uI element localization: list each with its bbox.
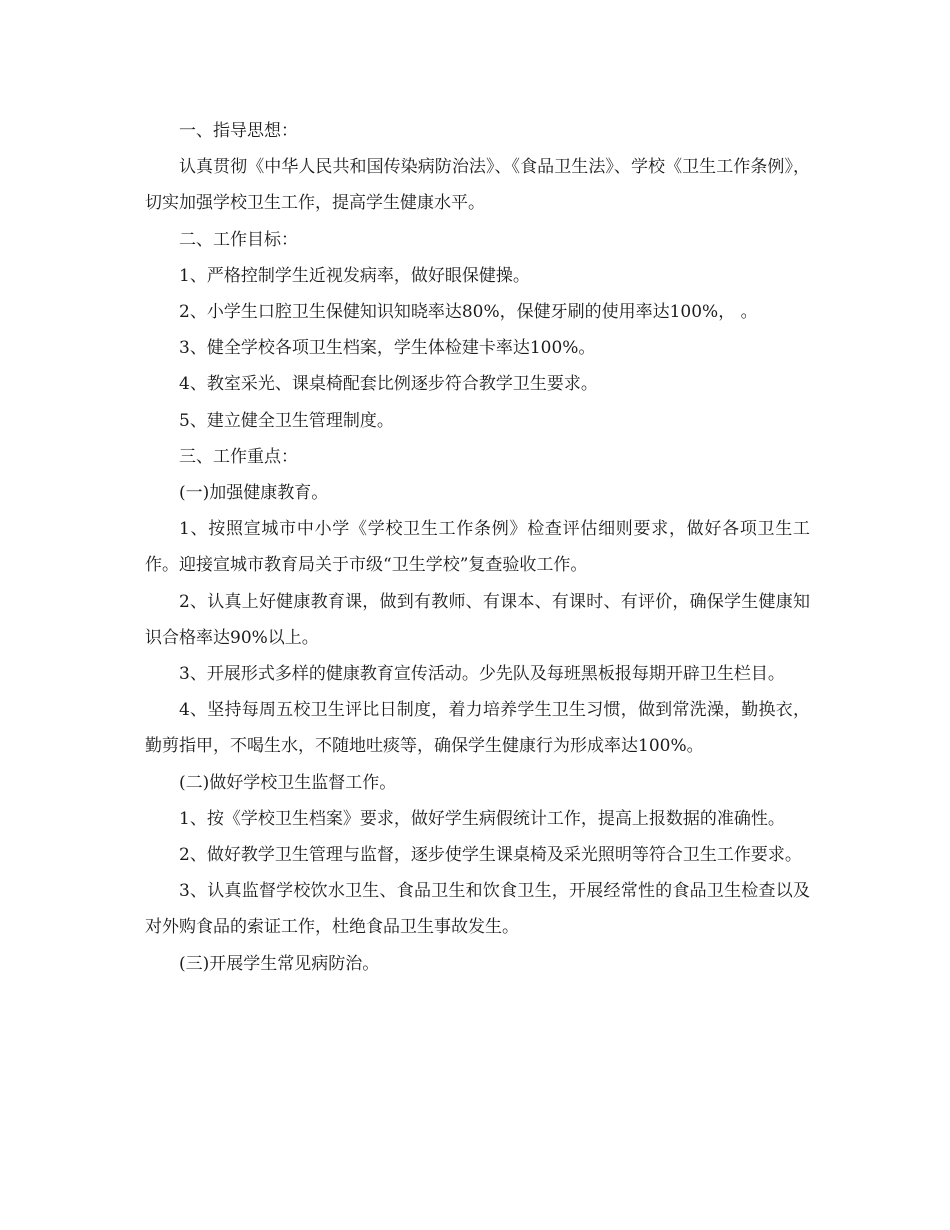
health-education-item-1: 1、按照宣城市中小学《学校卫生工作条例》检查评估细则要求，做好各项卫生工作。迎接宣城市教育局关于市级“卫生学校”复查验收工作。 bbox=[145, 519, 810, 576]
subsection-heading-supervision: (二)做好学校卫生监督工作。 bbox=[179, 772, 397, 793]
goal-item-4: 4、教室采光、课桌椅配套比例逐步符合教学卫生要求。 bbox=[179, 374, 598, 395]
paragraph-guiding-thought: 认真贯彻《中华人民共和国传染病防治法》、《食品卫生法》、学校《卫生工作条例》，切实加强学校卫生工作，提高学生健康水平。 bbox=[145, 157, 810, 214]
subsection-heading-health-education: (一)加强健康教育。 bbox=[179, 483, 329, 504]
supervision-item-3: 3、认真监督学校饮水卫生、食品卫生和饮食卫生，开展经常性的食品卫生检查以及对外购食品的索证工作，杜绝食品卫生事故发生。 bbox=[145, 881, 810, 938]
health-education-item-4: 4、坚持每周五校卫生评比日制度，着力培养学生卫生习惯，做到常洗澡，勤换衣，勤剪指甲，不喝生水，不随地吐痰等，确保学生健康行为形成率达100%。 bbox=[145, 700, 810, 757]
subsection-heading-disease-prevention: (三)开展学生常见病防治。 bbox=[179, 953, 380, 974]
supervision-item-2: 2、做好教学卫生管理与监督，逐步使学生课桌椅及采光照明等符合卫生工作要求。 bbox=[179, 845, 802, 866]
health-education-item-3: 3、开展形式多样的健康教育宣传活动。少先队及每班黑板报每期开辟卫生栏目。 bbox=[179, 664, 785, 685]
health-education-item-2: 2、认真上好健康教育课，做到有教师、有课本、有课时、有评价，确保学生健康知识合格率达90%以上。 bbox=[145, 591, 810, 648]
goal-item-2: 2、小学生口腔卫生保健知识知晓率达80%，保健牙刷的使用率达100%， 。 bbox=[179, 302, 758, 323]
goal-item-5: 5、建立健全卫生管理制度。 bbox=[179, 410, 394, 431]
document-body bbox=[145, 113, 810, 982]
goal-item-3: 3、健全学校各项卫生档案，学生体检建卡率达100%。 bbox=[179, 338, 596, 359]
section-heading-work-focus: 三、工作重点： bbox=[179, 446, 298, 467]
goal-item-1: 1、严格控制学生近视发病率，做好眼保健操。 bbox=[179, 265, 530, 286]
section-heading-guiding-thought: 一、指导思想： bbox=[179, 121, 298, 141]
supervision-item-1: 1、按《学校卫生档案》要求，做好学生病假统计工作，提高上报数据的准确性。 bbox=[179, 808, 785, 829]
section-heading-work-goals: 二、工作目标： bbox=[179, 229, 298, 250]
